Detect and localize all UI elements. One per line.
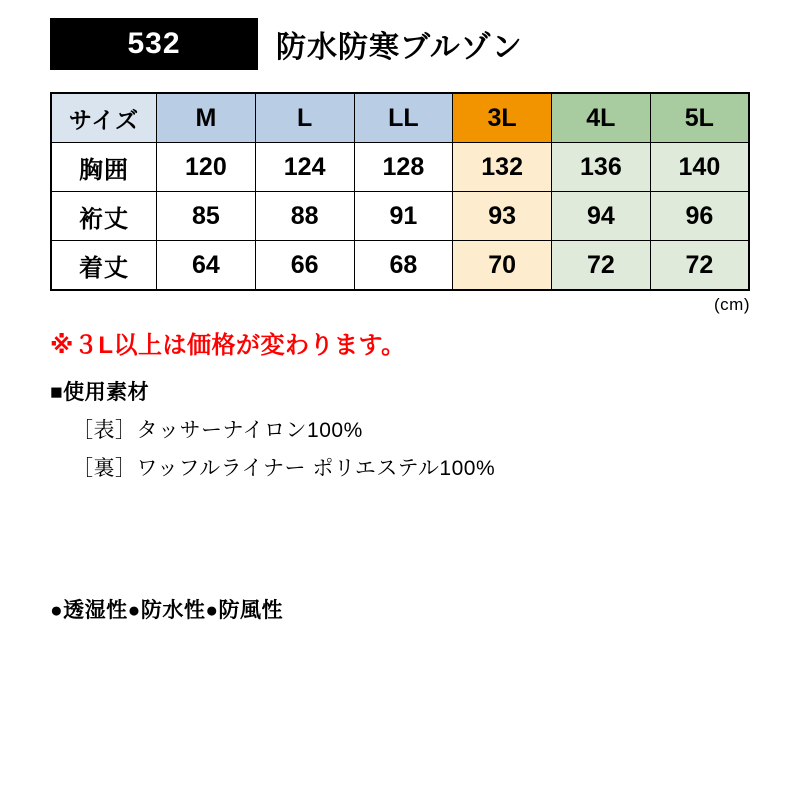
feature-list: ●透湿性●防水性●防風性: [50, 599, 284, 622]
table-header-l: L: [255, 93, 354, 143]
size-table: [50, 92, 750, 291]
row-label-length: 着丈: [51, 241, 157, 291]
cell-sleeve-3l: 93: [453, 192, 552, 241]
table-row: [51, 192, 749, 241]
material-lining: ［裏］ワッフルライナー ポリエステル100%: [72, 457, 496, 480]
table-row: [51, 241, 749, 291]
cell-length-5l: 72: [650, 241, 749, 291]
cell-chest-5l: 140: [650, 143, 749, 192]
cell-chest-4l: 136: [552, 143, 651, 192]
table-header-3l: 3L: [453, 93, 552, 143]
cell-length-l: 66: [255, 241, 354, 291]
unit-label: (cm): [714, 295, 750, 314]
cell-length-m: 64: [157, 241, 256, 291]
cell-sleeve-m: 85: [157, 192, 256, 241]
material-heading: ■使用素材: [50, 381, 150, 404]
material-outer: ［表］タッサーナイロン100%: [72, 419, 363, 442]
cell-sleeve-4l: 94: [552, 192, 651, 241]
cell-length-3l: 70: [453, 241, 552, 291]
cell-length-ll: 68: [354, 241, 453, 291]
table-header-5l: 5L: [650, 93, 749, 143]
cell-sleeve-ll: 91: [354, 192, 453, 241]
cell-chest-3l: 132: [453, 143, 552, 192]
page-title: 防水防寒ブルゾン: [276, 31, 523, 64]
product-code-badge: 532: [50, 18, 258, 70]
row-label-sleeve: 裄丈: [51, 192, 157, 241]
table-header-4l: 4L: [552, 93, 651, 143]
cell-length-4l: 72: [552, 241, 651, 291]
cell-chest-l: 124: [255, 143, 354, 192]
table-header-m: M: [157, 93, 256, 143]
price-warning-note: ※３L以上は価格が変わります。: [50, 332, 406, 359]
row-label-chest: 胸囲: [51, 143, 157, 192]
table-header-size-label: サイズ: [51, 93, 157, 143]
cell-chest-m: 120: [157, 143, 256, 192]
product-header: [50, 18, 750, 70]
cell-chest-ll: 128: [354, 143, 453, 192]
table-row: [51, 143, 749, 192]
cell-sleeve-5l: 96: [650, 192, 749, 241]
table-header-ll: LL: [354, 93, 453, 143]
table-header-row: [51, 93, 749, 143]
cell-sleeve-l: 88: [255, 192, 354, 241]
